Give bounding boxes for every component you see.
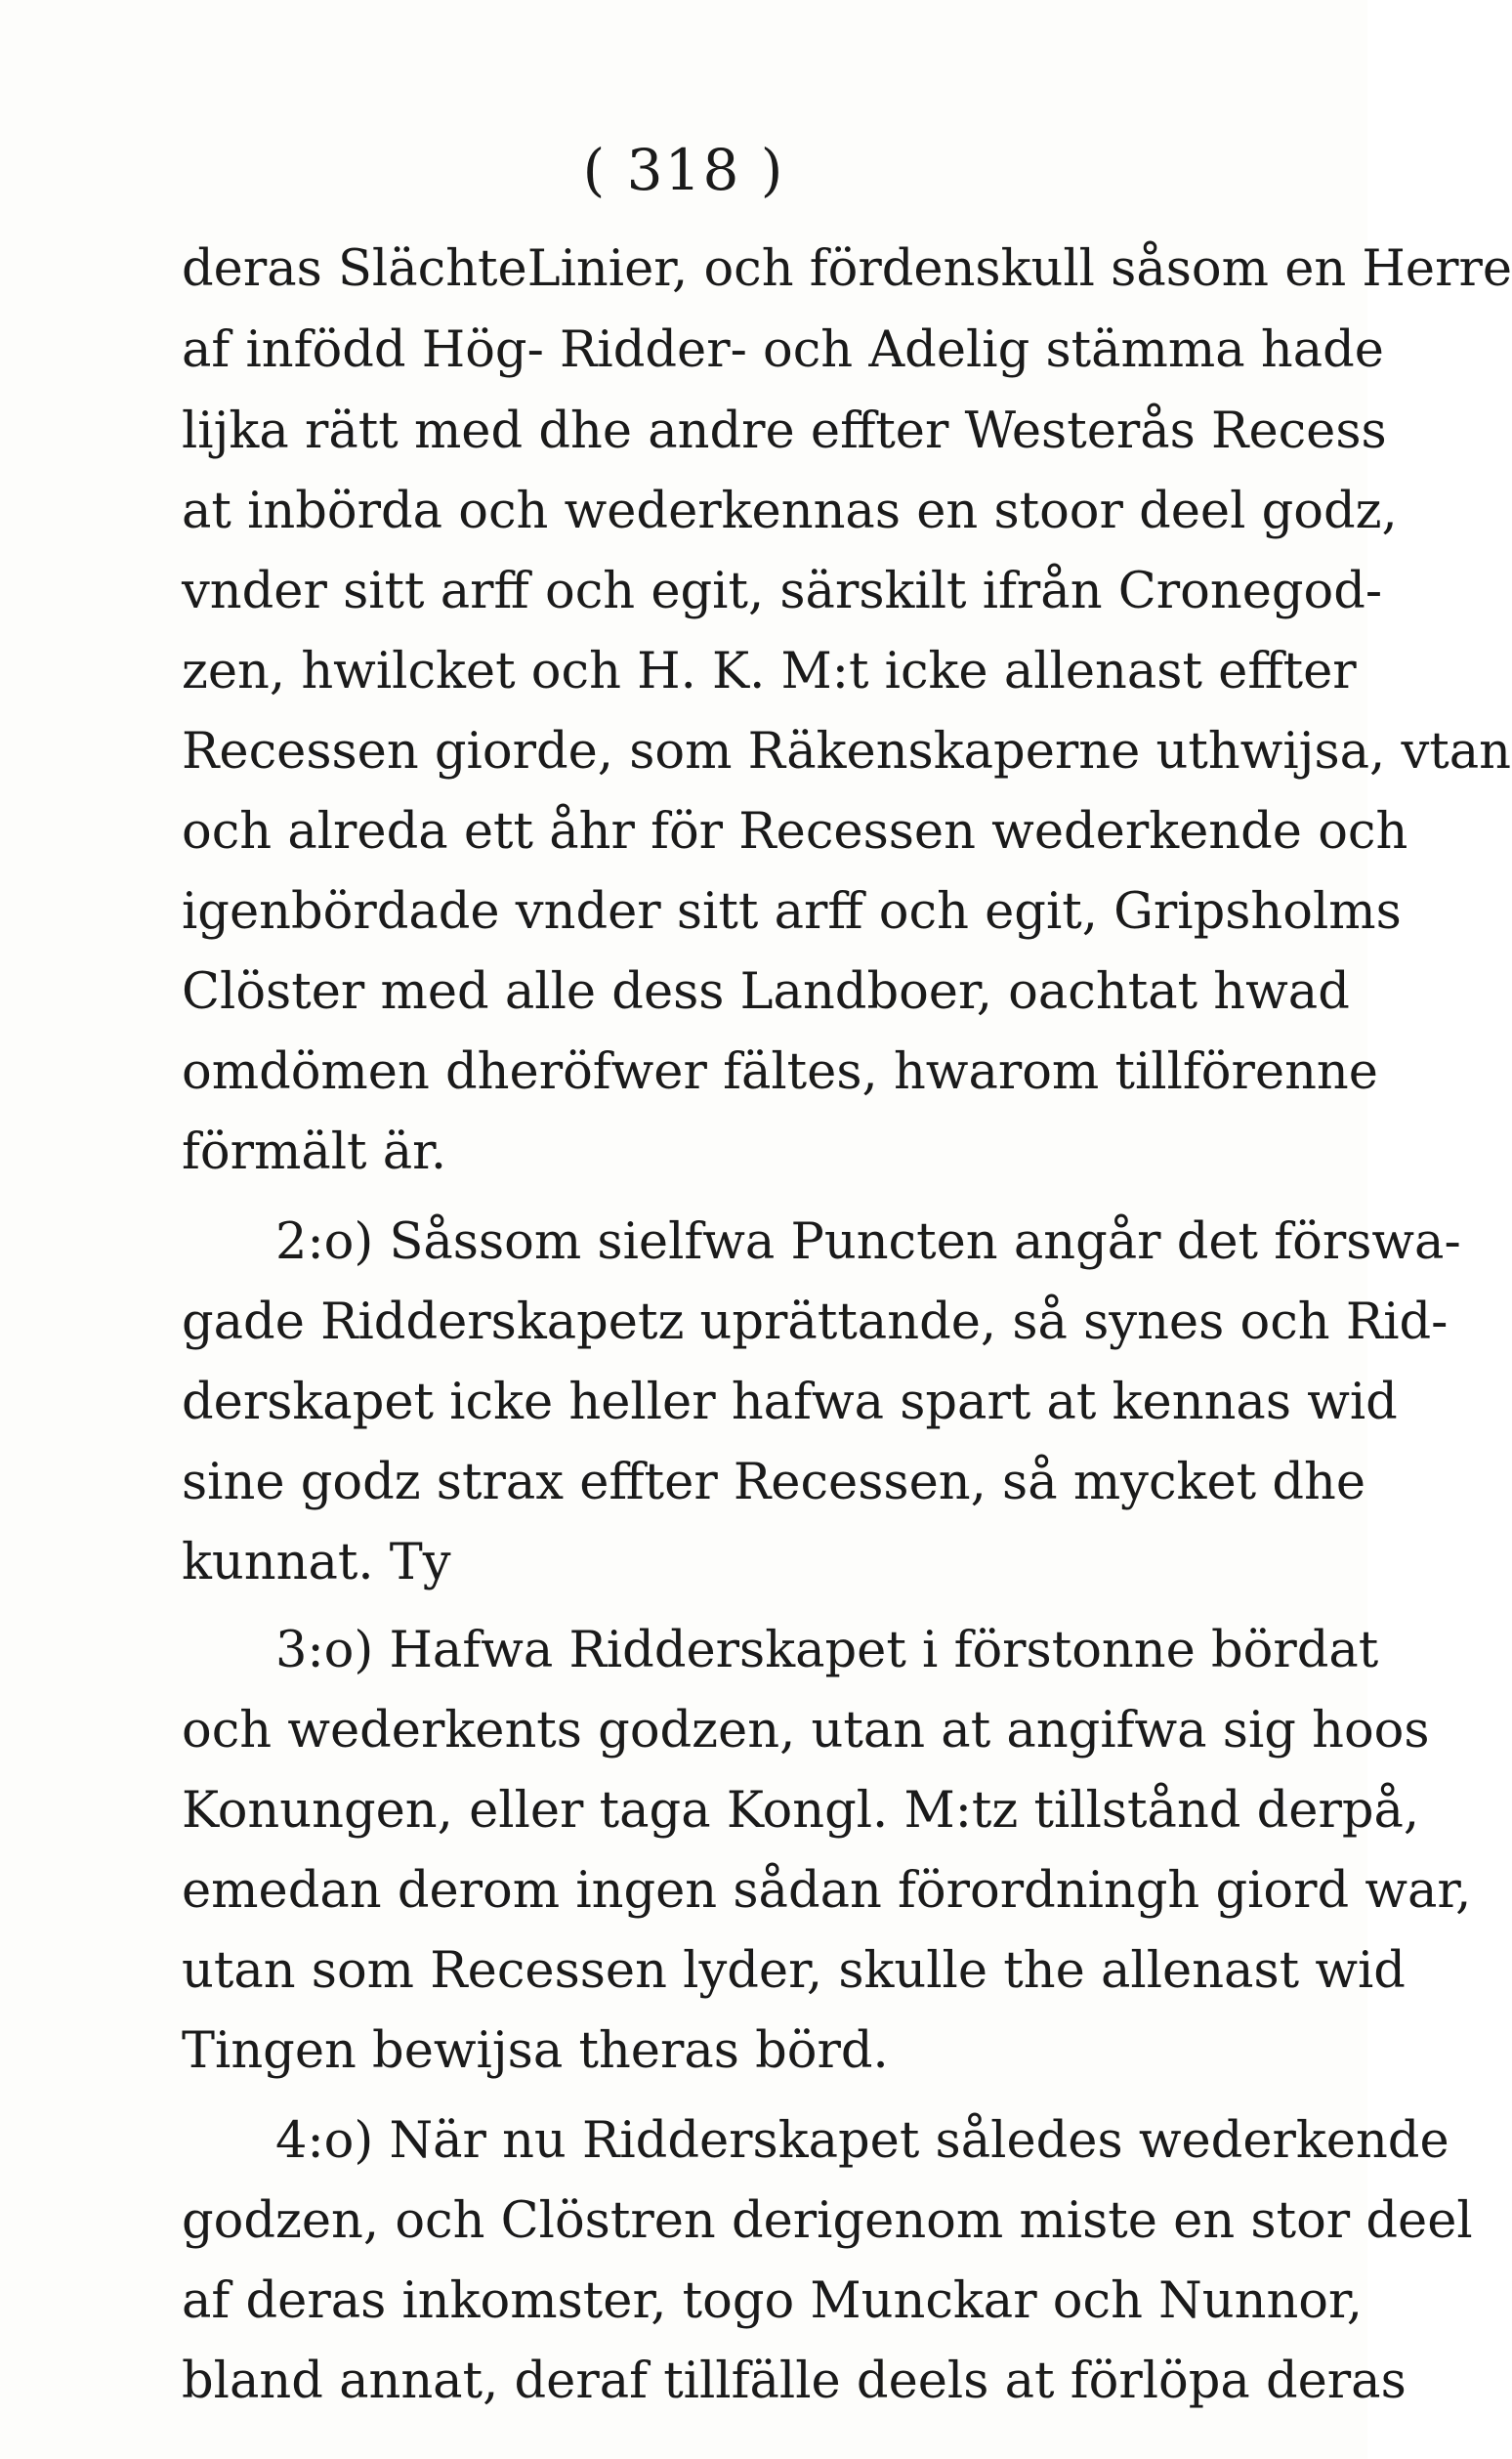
text-line: bland annat, deraf tillfälle deels at förlöpa deras: [182, 2353, 1407, 2410]
text-line: godzen, och Clöstren derigenom miste en stor deel: [182, 2192, 1473, 2250]
text-line: förmält är.: [182, 1124, 447, 1181]
text-line: at inbörda och wederkennas en stoor deel godz,: [182, 483, 1398, 540]
text-line: igenbördade vnder sitt arff och egit, Gripsholms: [182, 883, 1402, 941]
text-line: vnder sitt arff och egit, särskilt ifrån Cronegod-: [182, 563, 1383, 620]
text-line: sine godz strax effter Recessen, så mycket dhe: [182, 1454, 1366, 1511]
text-line: Clöster med alle dess Landboer, oachtat hwad: [182, 963, 1350, 1021]
text-line: af deras inkomster, togo Munckar och Nunnor,: [182, 2272, 1363, 2330]
text-line: 2:o) Såssom sielfwa Puncten angår det förswa-: [275, 1213, 1461, 1271]
text-line: Konungen, eller taga Kongl. M:tz tillstånd derpå,: [182, 1782, 1420, 1840]
text-line: zen, hwilcket och H. K. M:t icke allenast effter: [182, 643, 1357, 700]
text-line: Recessen giorde, som Räkenskaperne uthwijsa, vtan: [182, 723, 1512, 781]
text-line: gade Ridderskapetz uprättande, så synes och Rid-: [182, 1293, 1449, 1351]
text-line: lijka rätt med dhe andre effter Westerås Recess: [182, 403, 1387, 460]
page-number-header: ( 318 ): [582, 137, 785, 203]
text-line: omdömen dheröfwer fältes, hwarom tillförenne: [182, 1043, 1378, 1101]
text-line: deras SlächteLinier, och fördenskull såsom en Herre: [182, 240, 1512, 298]
text-line: kunnat. Ty: [182, 1534, 451, 1591]
text-line: Tingen bewijsa theras börd.: [182, 2022, 889, 2080]
text-line: emedan derom ingen sådan förordningh giord war,: [182, 1862, 1472, 1920]
text-line: 3:o) Hafwa Ridderskapet i förstonne bördat: [275, 1622, 1379, 1679]
text-line: af infödd Hög- Ridder- och Adelig stämma hade: [182, 321, 1384, 379]
text-line: och wederkents godzen, utan at angifwa sig hoos: [182, 1702, 1430, 1759]
text-line: derskapet icke heller hafwa spart at kennas wid: [182, 1374, 1398, 1431]
text-line: och alreda ett åhr för Recessen wederkende och: [182, 803, 1408, 861]
text-line: utan som Recessen lyder, skulle the allenast wid: [182, 1942, 1406, 2000]
text-line: 4:o) När nu Ridderskapet således wederkende: [275, 2112, 1449, 2170]
